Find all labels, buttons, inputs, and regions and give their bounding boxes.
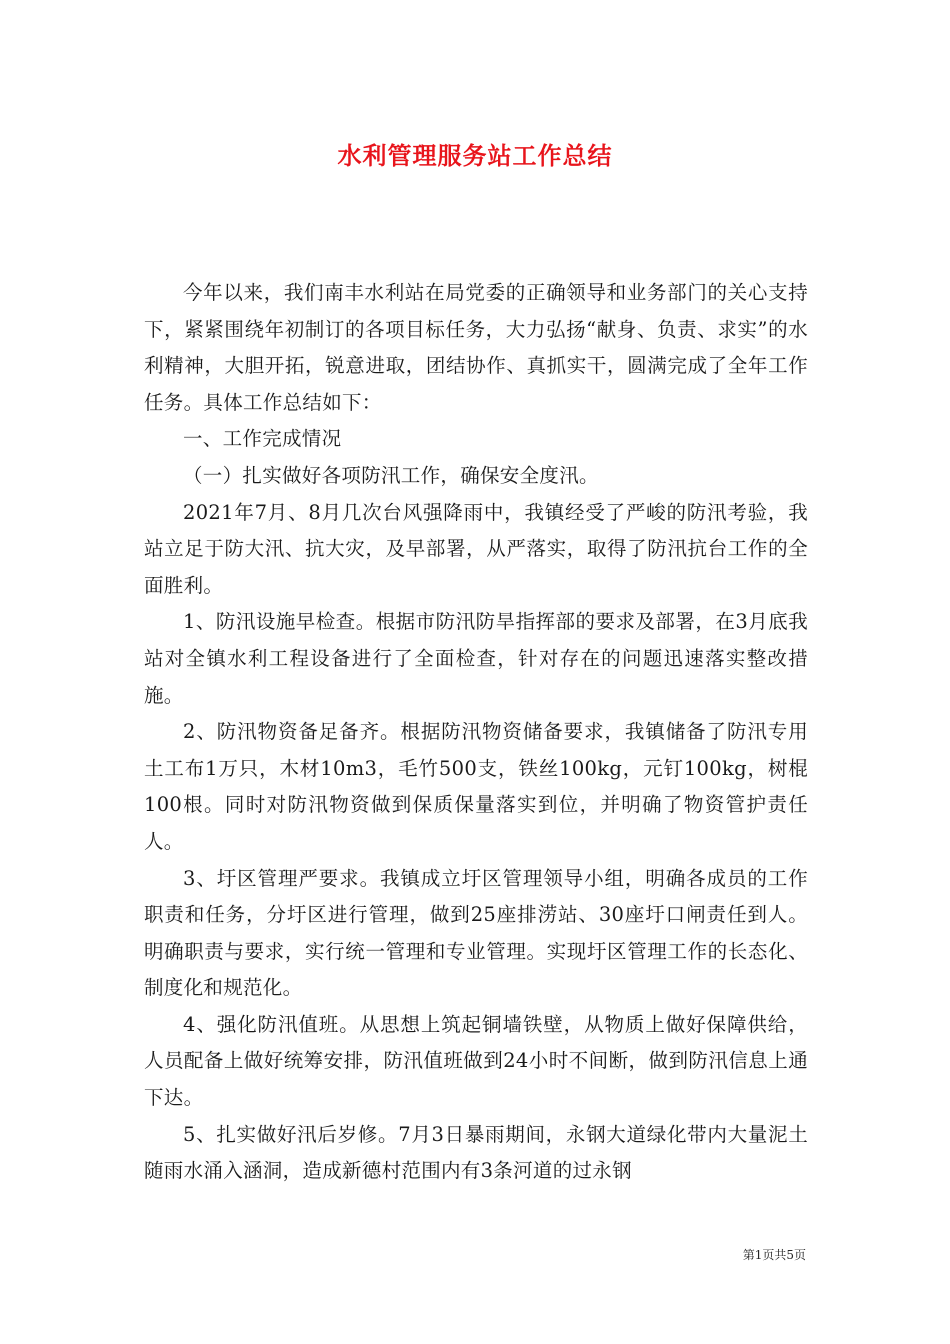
paragraph-flood-2021: 2021年7月、8月几次台风强降雨中，我镇经受了严峻的防汛考验，我站立足于防大汛、抗大灾，及早部署，从严落实，取得了防汛抗台工作的全面胜利。 xyxy=(144,500,808,597)
section-heading-1: 一、工作完成情况 xyxy=(183,427,342,451)
paragraph-item-4: 4、强化防汛值班。从思想上筑起铜墙铁壁，从物质上做好保障供给，人员配备上做好统筹安排，防汛值班做到24小时不间断，做到防汛信息上通下达。 xyxy=(144,1012,808,1110)
document-body xyxy=(144,275,808,1190)
document-title: 水利管理服务站工作总结 xyxy=(337,141,613,170)
paragraph-item-5: 5、扎实做好汛后岁修。7月3日暴雨期间，永钢大道绿化带内大量泥土随雨水涌入涵洞，造成新德村范围内有3条河道的过永钢 xyxy=(144,1122,808,1183)
paragraph-item-2: 2、防汛物资备足备齐。根据防汛物资储备要求，我镇储备了防汛专用土工布1万只，木材10m3，毛竹500支，铁丝100kg，元钉100kg，树棍100根。同时对防汛物资做到保质保量落实到位，并明确了物资管护责任人。 xyxy=(144,720,808,853)
paragraph-item-1: 1、防汛设施早检查。根据市防汛防旱指挥部的要求及部署，在3月底我站对全镇水利工程设备进行了全面检查，针对存在的问题迅速落实整改措施。 xyxy=(144,610,808,707)
page-number-footer: 第1页共5页 xyxy=(742,1248,806,1262)
paragraph-item-3: 3、圩区管理严要求。我镇成立圩区管理领导小组，明确各成员的工作职责和任务，分圩区进行管理，做到25座排涝站、30座圩口闸责任到人。明确职责与要求，实行统一管理和专业管理。实现圩区管理工作的长态化、制度化和规范化。 xyxy=(144,866,808,1000)
subsection-heading-1: （一）扎实做好各项防汛工作，确保安全度汛。 xyxy=(183,463,599,487)
paragraph-intro: 今年以来，我们南丰水利站在局党委的正确领导和业务部门的关心支持下，紧紧围绕年初制订的各项目标任务，大力弘扬“献身、负责、求实”的水利精神，大胆开拓，锐意进取，团结协作、真抓实干，圆满完成了全年工作任务。具体工作总结如下： xyxy=(144,281,808,414)
